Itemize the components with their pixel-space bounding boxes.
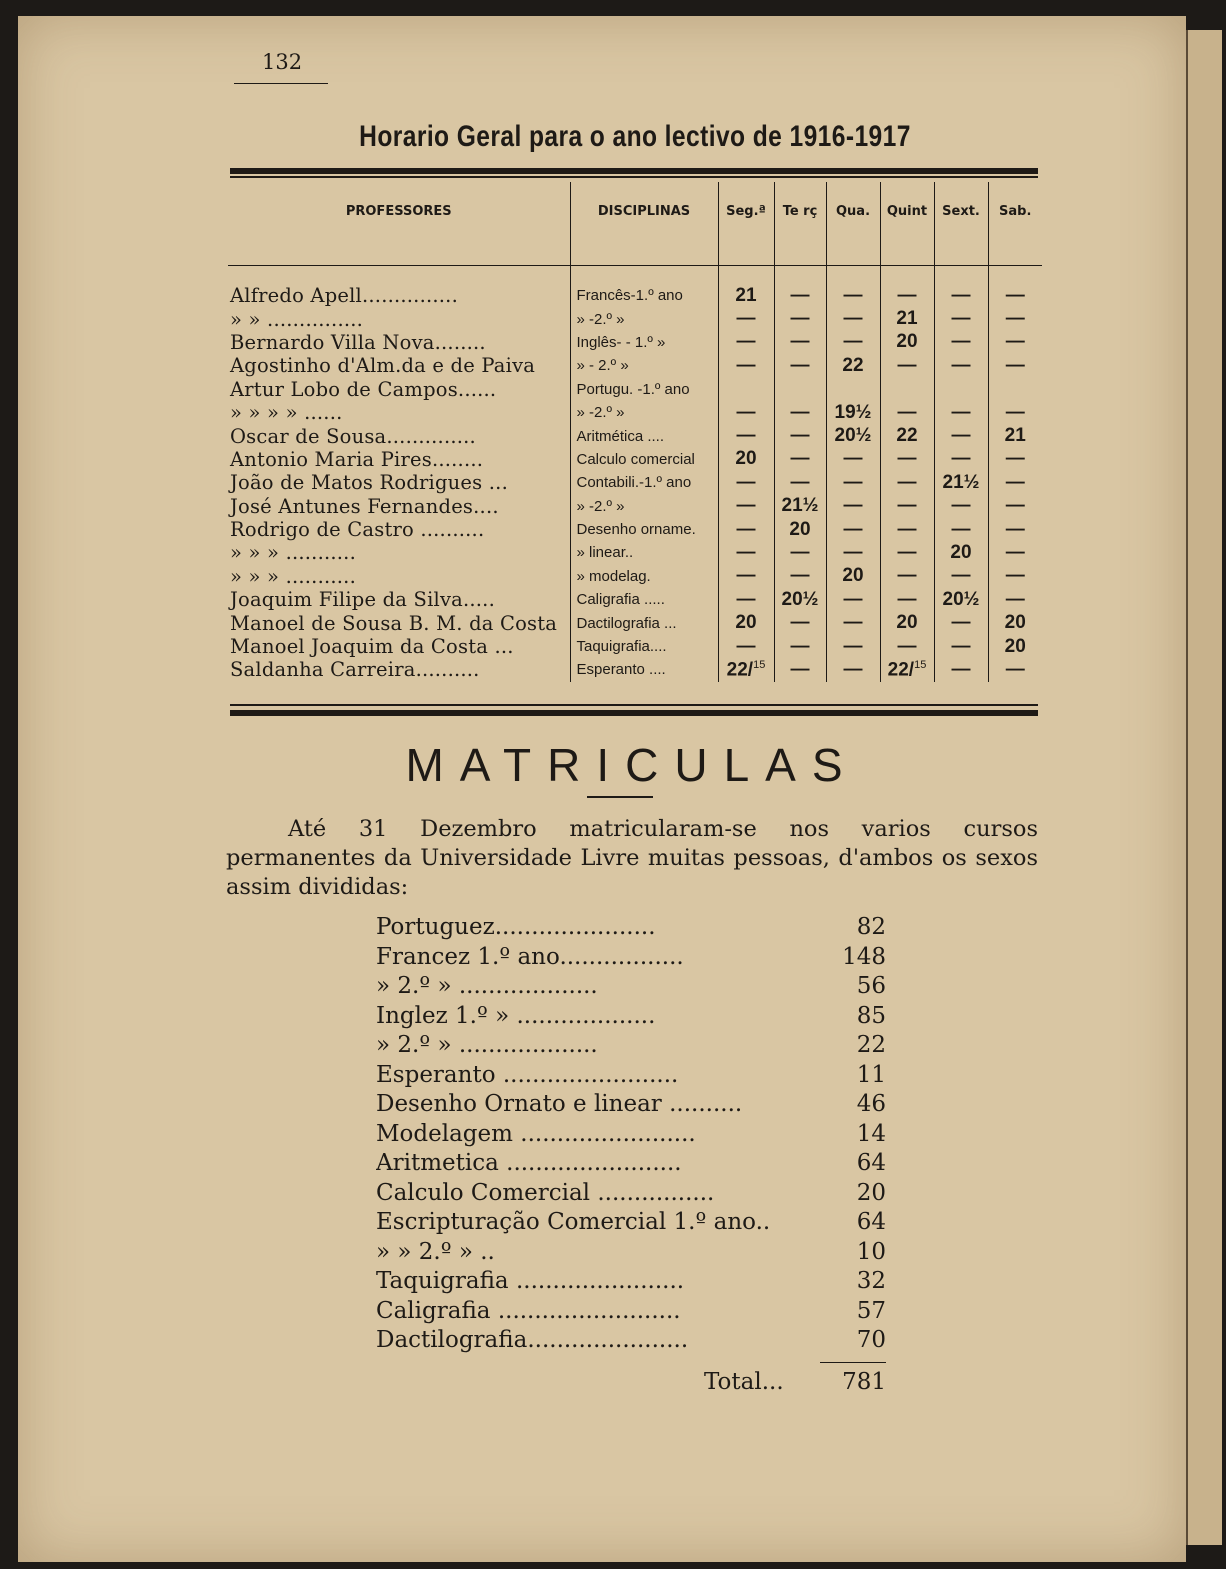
- day-cell: —: [774, 611, 826, 634]
- table-rule-thin: [230, 704, 1038, 706]
- day-cell: —: [718, 635, 774, 658]
- discipline-name: » - 2.º »: [570, 354, 718, 377]
- day-cell: —: [826, 611, 880, 634]
- day-cell: —: [718, 401, 774, 424]
- course-count: 57: [853, 1298, 886, 1324]
- professor-name: José Antunes Fernandes....: [230, 494, 499, 518]
- course-label: Taquigrafia .......................: [376, 1268, 685, 1294]
- day-cell: —: [826, 541, 880, 564]
- day-cell: —: [988, 541, 1042, 564]
- table-row: [228, 401, 1042, 424]
- day-cell: —: [934, 331, 988, 354]
- day-cell: 20: [988, 611, 1042, 634]
- day-cell: [774, 378, 826, 401]
- table-row: [228, 635, 1042, 658]
- course-count: 14: [853, 1121, 886, 1147]
- discipline-name: Desenho orname.: [570, 518, 718, 541]
- schedule-table: [228, 182, 1042, 682]
- course-count: 70: [853, 1327, 886, 1353]
- table-spacer-row: [228, 266, 1042, 285]
- course-label: Portuguez......................: [376, 914, 656, 940]
- enrollment-row: [376, 914, 896, 944]
- discipline-name: » -2.º »: [570, 307, 718, 330]
- professor-name: Alfredo Apell...............: [230, 284, 458, 308]
- day-cell: 20: [988, 635, 1042, 658]
- professor-name: Rodrigo de Castro ..........: [230, 518, 485, 542]
- enrollment-row: [376, 1032, 896, 1062]
- day-cell: —: [988, 401, 1042, 424]
- day-cell: —: [934, 307, 988, 330]
- day-cell: —: [934, 424, 988, 447]
- day-cell: 20: [880, 331, 934, 354]
- day-cell: —: [774, 331, 826, 354]
- day-cell: 20: [934, 541, 988, 564]
- day-cell: —: [880, 518, 934, 541]
- enrollment-row: [376, 1003, 896, 1033]
- enrollment-row: [376, 1239, 896, 1269]
- day-cell: —: [826, 495, 880, 518]
- enrollment-row: [376, 1180, 896, 1210]
- professor-name: Oscar de Sousa..............: [230, 424, 476, 448]
- day-cell: —: [826, 635, 880, 658]
- day-cell: [718, 378, 774, 401]
- enrollment-row: [376, 1268, 896, 1298]
- enrollment-row: [376, 1091, 896, 1121]
- course-label: » 2.º » ...................: [376, 1032, 598, 1058]
- discipline-name: » -2.º »: [570, 401, 718, 424]
- day-cell: 21½: [934, 471, 988, 494]
- day-cell: —: [880, 448, 934, 471]
- title-rule-thin: [230, 176, 1038, 178]
- total-label: Total...: [704, 1369, 784, 1395]
- day-cell: —: [880, 354, 934, 377]
- day-cell: —: [988, 307, 1042, 330]
- day-cell: —: [988, 448, 1042, 471]
- header-day: Qua.: [826, 182, 880, 266]
- table-row: [228, 307, 1042, 330]
- day-cell: —: [934, 401, 988, 424]
- professor-name: » » » ...........: [230, 564, 356, 588]
- day-cell: 21: [880, 307, 934, 330]
- day-cell: —: [934, 658, 988, 681]
- day-cell: —: [988, 518, 1042, 541]
- day-cell: —: [880, 471, 934, 494]
- day-cell: —: [774, 448, 826, 471]
- header-day: Te rç: [774, 182, 826, 266]
- day-cell: [988, 378, 1042, 401]
- course-label: Modelagem ........................: [376, 1120, 696, 1147]
- day-cell: —: [934, 448, 988, 471]
- course-count: 148: [838, 944, 886, 970]
- course-count: 10: [853, 1239, 886, 1265]
- header-day: Sext.: [934, 182, 988, 266]
- day-cell: —: [880, 635, 934, 658]
- total-rule: [820, 1362, 886, 1363]
- table-row: [228, 471, 1042, 494]
- day-cell: —: [988, 495, 1042, 518]
- day-cell: 22: [826, 354, 880, 377]
- table-row: [228, 378, 1042, 401]
- course-count: 32: [853, 1268, 886, 1294]
- day-cell: —: [718, 307, 774, 330]
- enrollment-row: [376, 973, 896, 1003]
- professor-name: João de Matos Rodrigues ...: [230, 471, 508, 495]
- course-label: Calculo Comercial ................: [376, 1179, 715, 1206]
- schedule-header-row: [228, 182, 1042, 266]
- table-row: [228, 518, 1042, 541]
- header-day: Seg.ª: [718, 182, 774, 266]
- day-cell: [934, 378, 988, 401]
- professor-name: Antonio Maria Pires........: [230, 447, 484, 471]
- professor-name: Manoel de Sousa B. M. da Costa: [230, 611, 558, 635]
- page-number-rule: [234, 83, 328, 84]
- day-cell: —: [880, 565, 934, 588]
- day-cell: —: [774, 635, 826, 658]
- day-cell: 19½: [826, 401, 880, 424]
- day-cell: 20½: [774, 588, 826, 611]
- course-count: 56: [853, 973, 886, 999]
- day-cell: —: [718, 588, 774, 611]
- day-cell: —: [934, 495, 988, 518]
- course-label: Francez 1.º ano.................: [376, 943, 684, 970]
- day-cell: 20: [826, 565, 880, 588]
- table-row: [228, 495, 1042, 518]
- enrollment-row: [376, 1298, 896, 1328]
- day-cell: —: [988, 471, 1042, 494]
- table-row: [228, 541, 1042, 564]
- course-count: 20: [853, 1180, 886, 1206]
- course-count: 64: [853, 1150, 886, 1176]
- discipline-name: » -2.º »: [570, 495, 718, 518]
- day-cell: —: [774, 401, 826, 424]
- total-value: 781: [842, 1369, 886, 1395]
- day-cell: —: [934, 635, 988, 658]
- professor-name: Bernardo Villa Nova........: [230, 330, 486, 354]
- course-count: 64: [853, 1209, 886, 1235]
- day-cell: 22: [880, 424, 934, 447]
- table-row: [228, 448, 1042, 471]
- course-count: 85: [853, 1003, 886, 1029]
- course-count: 11: [853, 1062, 886, 1088]
- table-row: [228, 658, 1042, 681]
- enrollment-row: [376, 944, 896, 974]
- day-cell: —: [988, 354, 1042, 377]
- course-label: » » 2.º » ..: [376, 1238, 495, 1265]
- table-row: [228, 424, 1042, 447]
- intro-text: Até 31 Dezembro matricularam-se nos varios cursos permanentes da Universidade Livre muitas pessoas, d'ambos os sexos assim divididas:: [226, 816, 1038, 900]
- table-rule-thick: [230, 710, 1038, 716]
- day-cell: 20: [880, 611, 934, 634]
- day-cell: 21: [718, 284, 774, 307]
- professor-name: Manoel Joaquim da Costa ...: [230, 635, 514, 659]
- day-cell: —: [826, 284, 880, 307]
- professor-name: Agostinho d'Alm.da e de Paiva: [230, 354, 536, 378]
- table-row: [228, 588, 1042, 611]
- discipline-name: Inglês- - 1.º »: [570, 331, 718, 354]
- course-label: Caligrafia .........................: [376, 1297, 681, 1324]
- day-cell: [880, 378, 934, 401]
- table-row: [228, 284, 1042, 307]
- discipline-name: Calculo comercial: [570, 448, 718, 471]
- day-cell: —: [774, 424, 826, 447]
- day-cell: —: [774, 541, 826, 564]
- day-cell: 20½: [934, 588, 988, 611]
- enrollment-row: [376, 1209, 896, 1239]
- page-title: Horario Geral para o ano lectivo de 1916-1917: [359, 120, 911, 153]
- discipline-name: Dactilografia ...: [570, 611, 718, 634]
- day-cell: —: [880, 401, 934, 424]
- course-count: 22: [853, 1032, 886, 1058]
- day-cell: —: [718, 471, 774, 494]
- discipline-name: Portugu. -1.º ano: [570, 378, 718, 401]
- course-count: 82: [853, 914, 886, 940]
- day-cell: —: [774, 658, 826, 681]
- facing-page-edge: [1186, 30, 1222, 1545]
- day-cell: —: [826, 331, 880, 354]
- table-row: [228, 331, 1042, 354]
- day-cell: —: [826, 588, 880, 611]
- header-disciplinas: DISCIPLINAS: [570, 182, 718, 266]
- table-row: [228, 565, 1042, 588]
- day-cell: —: [718, 518, 774, 541]
- day-cell: —: [774, 471, 826, 494]
- day-cell: 21: [988, 424, 1042, 447]
- professor-name: » » ...............: [230, 307, 364, 331]
- day-cell: 20: [718, 448, 774, 471]
- matriculas-heading: MATRICULAS: [405, 739, 859, 791]
- enrollment-row: [376, 1327, 896, 1357]
- title-rule-thick: [230, 168, 1038, 174]
- day-cell: —: [988, 284, 1042, 307]
- table-row: [228, 354, 1042, 377]
- day-cell: —: [988, 658, 1042, 681]
- professor-name: Joaquim Filipe da Silva.....: [230, 588, 495, 612]
- day-cell: —: [880, 541, 934, 564]
- course-label: Aritmetica ........................: [376, 1150, 682, 1176]
- course-label: Esperanto ........................: [376, 1061, 679, 1088]
- day-cell: —: [880, 588, 934, 611]
- day-cell: —: [774, 284, 826, 307]
- discipline-name: Contabili.-1.º ano: [570, 471, 718, 494]
- course-label: Inglez 1.º » ...................: [376, 1002, 656, 1029]
- day-cell: 20: [718, 611, 774, 634]
- discipline-name: Esperanto ....: [570, 658, 718, 681]
- course-label: Escripturação Comercial 1.º ano..: [376, 1209, 771, 1235]
- discipline-name: » modelag.: [570, 565, 718, 588]
- day-cell: —: [880, 495, 934, 518]
- day-cell: —: [934, 284, 988, 307]
- table-row: [228, 611, 1042, 634]
- professor-name: Artur Lobo de Campos......: [230, 377, 497, 401]
- enrollment-row: [376, 1121, 896, 1151]
- discipline-name: » linear..: [570, 541, 718, 564]
- day-cell: 21½: [774, 495, 826, 518]
- discipline-name: Francês-1.º ano: [570, 284, 718, 307]
- day-cell: —: [934, 611, 988, 634]
- day-cell: —: [988, 588, 1042, 611]
- day-cell: —: [826, 471, 880, 494]
- enrollment-row: [376, 1062, 896, 1092]
- enrollment-row: [376, 1150, 896, 1180]
- day-cell: —: [718, 565, 774, 588]
- day-cell: —: [718, 331, 774, 354]
- heading-rule: [587, 796, 653, 798]
- page-number: 132: [262, 50, 303, 74]
- matriculas-intro: [226, 815, 1038, 902]
- day-cell: —: [718, 354, 774, 377]
- day-cell: —: [880, 284, 934, 307]
- course-label: Dactilografia......................: [376, 1327, 689, 1353]
- day-cell: —: [988, 565, 1042, 588]
- day-cell: —: [934, 354, 988, 377]
- day-cell: —: [774, 354, 826, 377]
- day-cell: —: [774, 307, 826, 330]
- day-cell: —: [718, 424, 774, 447]
- discipline-name: Aritmética ....: [570, 424, 718, 447]
- day-cell: 22/$^{15}$: [880, 658, 934, 681]
- header-professores: PROFESSORES: [228, 182, 570, 266]
- day-cell: 20: [774, 518, 826, 541]
- course-label: Desenho Ornato e linear ..........: [376, 1091, 743, 1117]
- professor-name: » » » » ......: [230, 401, 343, 425]
- day-cell: —: [718, 495, 774, 518]
- day-cell: —: [718, 541, 774, 564]
- day-cell: —: [934, 565, 988, 588]
- header-day: Sab.: [988, 182, 1042, 266]
- professor-name: » » » ...........: [230, 541, 356, 565]
- header-day: Quint: [880, 182, 934, 266]
- day-cell: —: [774, 565, 826, 588]
- enrollment-list: [376, 914, 896, 1357]
- day-cell: —: [988, 331, 1042, 354]
- day-cell: 20½: [826, 424, 880, 447]
- day-cell: —: [826, 518, 880, 541]
- day-cell: 22/$^{15}$: [718, 658, 774, 681]
- day-cell: —: [826, 307, 880, 330]
- professor-name: Saldanha Carreira..........: [230, 658, 480, 682]
- discipline-name: Caligrafia .....: [570, 588, 718, 611]
- day-cell: —: [934, 518, 988, 541]
- day-cell: —: [826, 448, 880, 471]
- day-cell: —: [826, 658, 880, 681]
- day-cell: [826, 378, 880, 401]
- course-count: 46: [853, 1091, 886, 1117]
- discipline-name: Taquigrafia....: [570, 635, 718, 658]
- course-label: » 2.º » ...................: [376, 973, 598, 999]
